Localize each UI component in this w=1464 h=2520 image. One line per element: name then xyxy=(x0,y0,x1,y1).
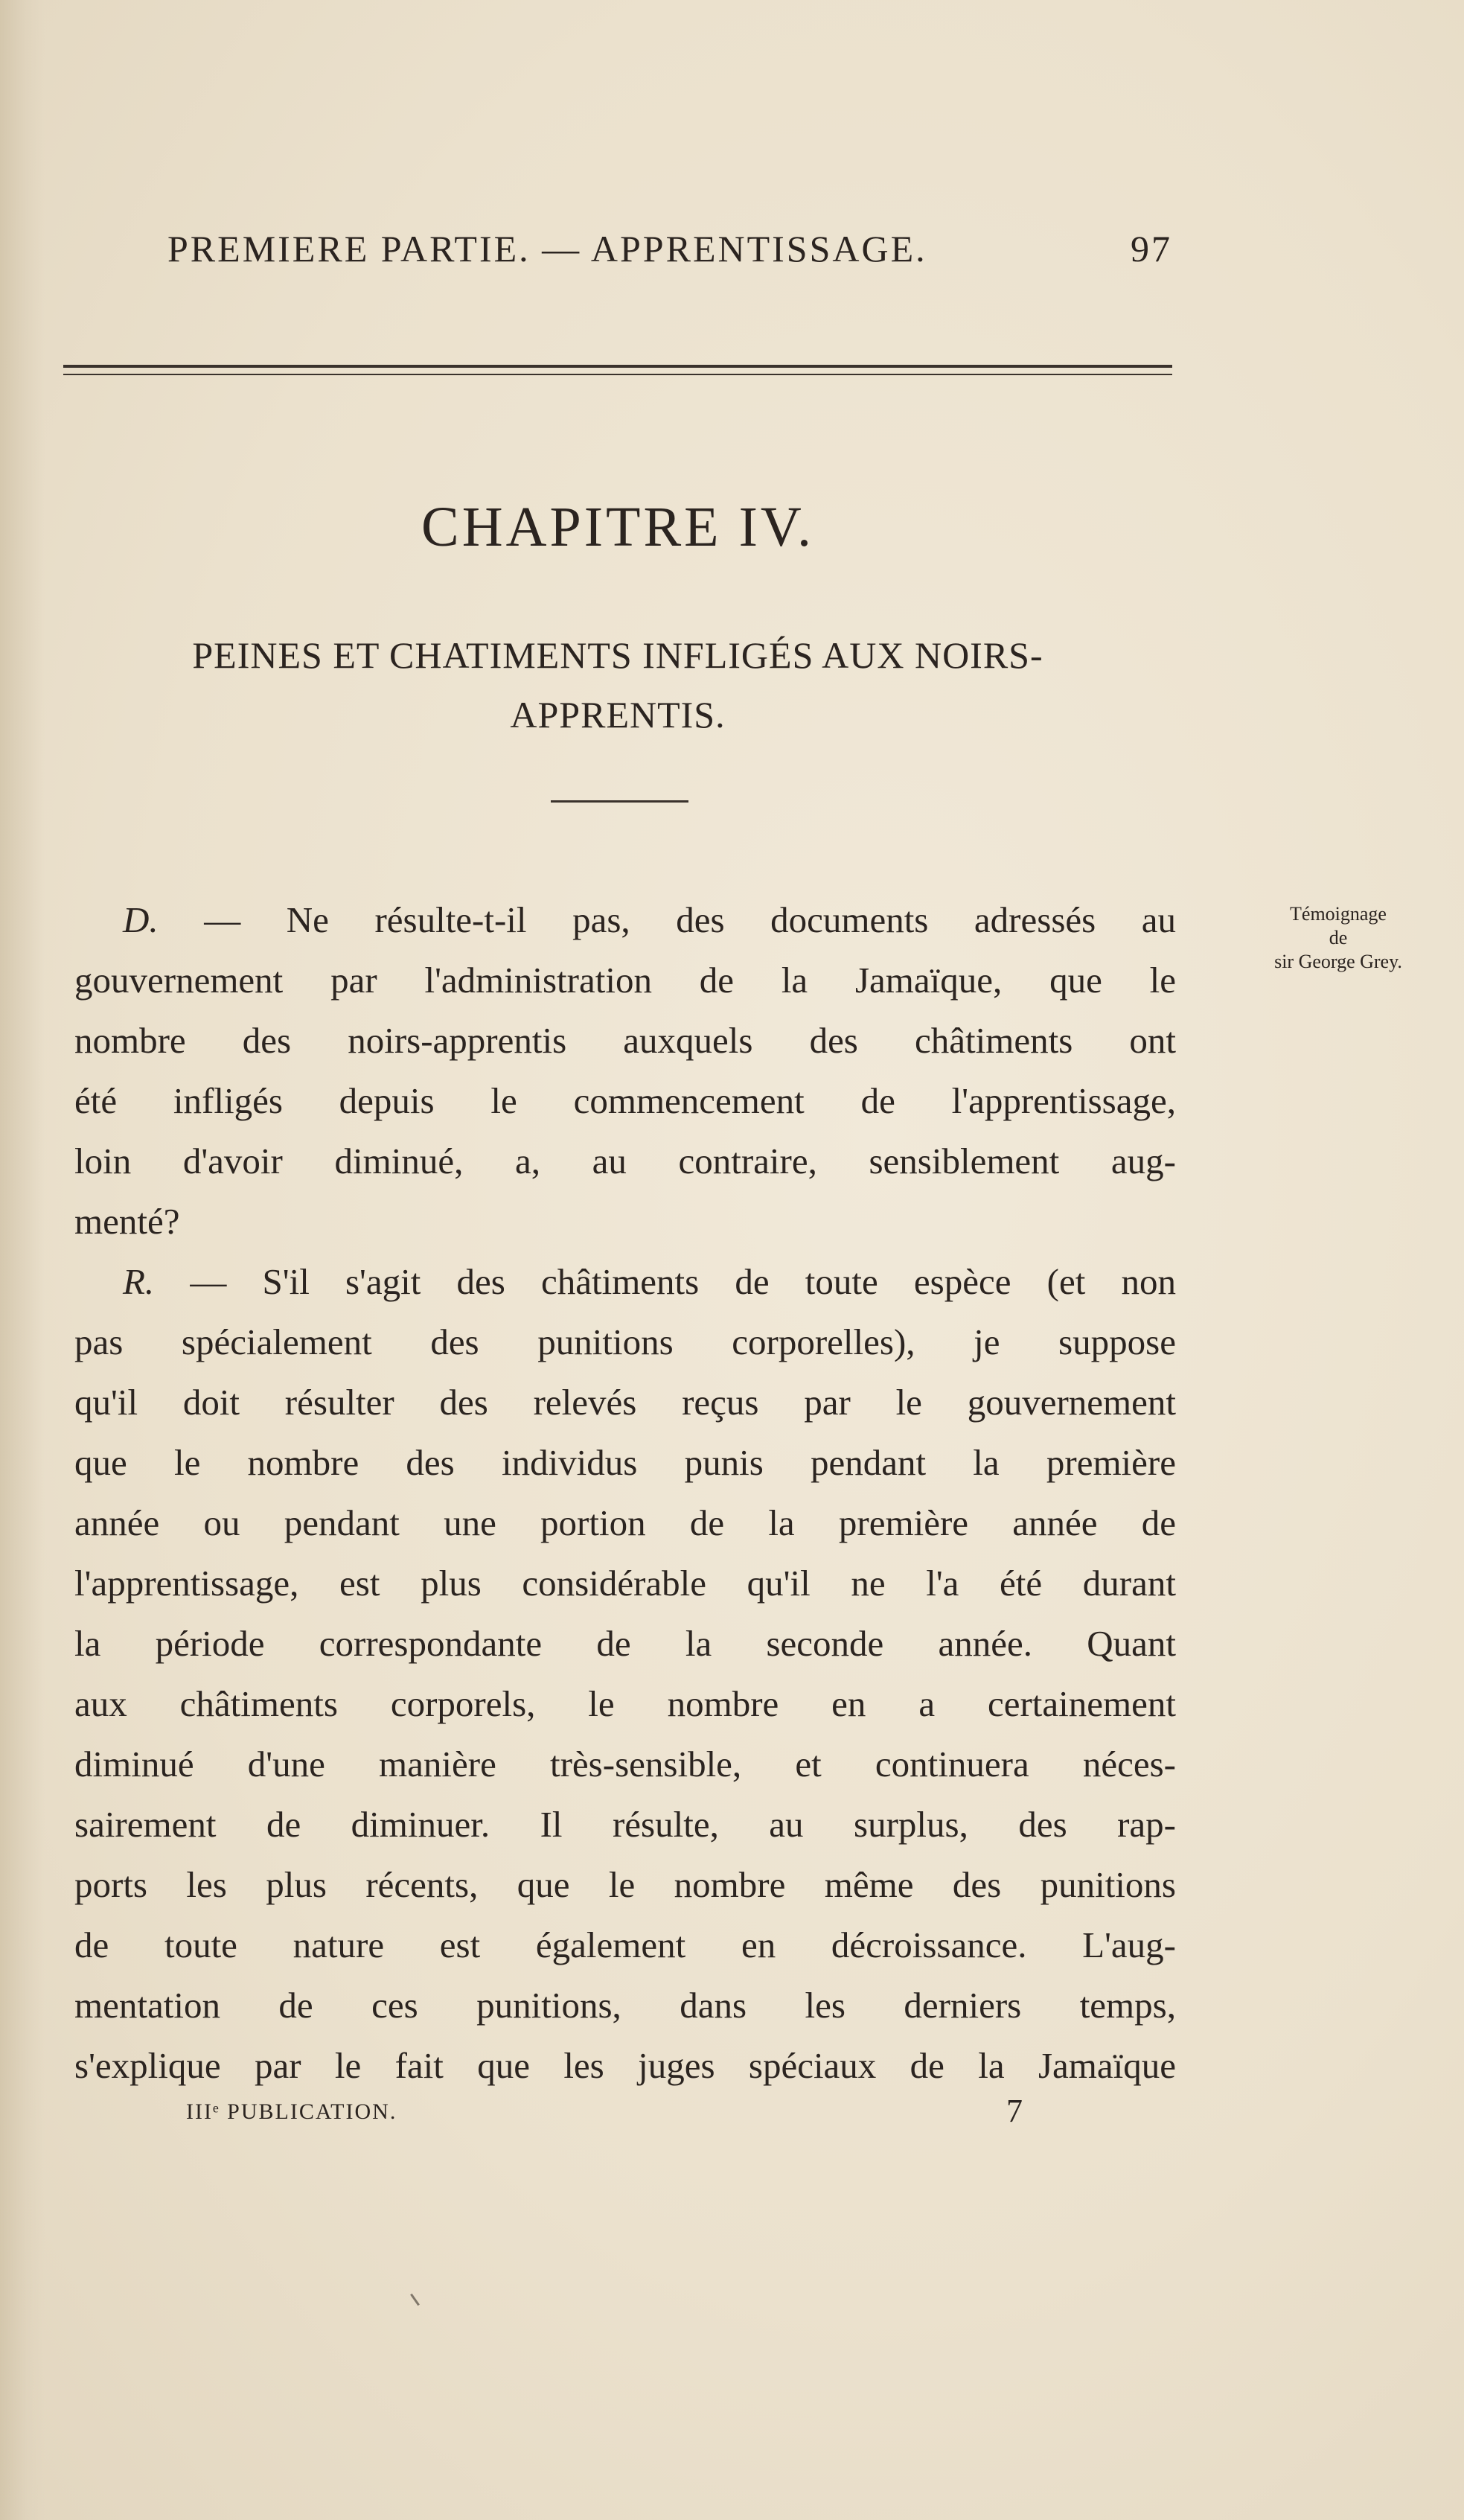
text-line-content: — Ne résulte-t-il pas, des documents adressés au xyxy=(204,899,1177,940)
margin-note-line: Témoignage xyxy=(1290,903,1387,925)
answer-marker: R. xyxy=(123,1261,155,1302)
text-line: aux châtiments corporels, le nombre en a certainement xyxy=(74,1683,1176,1724)
text-line: loin d'avoir diminué, a, au contraire, sensiblement aug- xyxy=(74,1141,1176,1181)
text-line: que le nombre des individus punis pendant la première xyxy=(74,1442,1176,1483)
section-divider xyxy=(551,800,688,803)
chapter-subtitle-line: APPRENTIS. xyxy=(510,694,726,736)
text-line: gouvernement par l'administration de la Jamaïque, que le xyxy=(74,960,1176,1001)
text-line: de toute nature est également en décroissance. L'aug- xyxy=(74,1924,1176,1965)
chapter-subtitle xyxy=(112,625,1124,744)
text-line xyxy=(74,1251,1176,1312)
text-line: s'explique par le fait que les juges spéciaux de la Jamaïque xyxy=(74,2045,1176,2086)
margin-note-line: de xyxy=(1329,927,1348,948)
text-line: année ou pendant une portion de la première année de xyxy=(74,1502,1176,1543)
page-number: 97 xyxy=(1131,228,1172,269)
text-line: menté? xyxy=(74,1201,180,1242)
margin-note-line: sir George Grey. xyxy=(1274,951,1402,972)
chapter-title: CHAPITRE IV. xyxy=(421,496,814,558)
text-line: ports les plus récents, que le nombre même des punitions xyxy=(74,1864,1176,1905)
chapter-subtitle-line: PEINES ET CHATIMENTS INFLIGÉS AUX NOIRS- xyxy=(192,634,1043,676)
page-edge-shadow xyxy=(0,0,45,2520)
running-header xyxy=(167,227,1172,270)
text-line: l'apprentissage, est plus considérable qu'il ne l'a été durant xyxy=(74,1563,1176,1604)
text-line: nombre des noirs-apprentis auxquels des châtiments ont xyxy=(74,1020,1176,1061)
text-line: mentation de ces punitions, dans les derniers temps, xyxy=(74,1985,1176,2026)
running-title: PREMIERE PARTIE. — APPRENTISSAGE. xyxy=(167,228,927,269)
margin-note xyxy=(1219,902,1457,974)
text-line: la période correspondante de la seconde année. Quant xyxy=(74,1623,1176,1664)
text-line: été infligés depuis le commencement de l'apprentissage, xyxy=(74,1080,1176,1121)
question-marker: D. xyxy=(123,899,159,940)
signature-number: 7 xyxy=(1006,2093,1023,2129)
text-line-content: — S'il s'agit des châtiments de toute espèce (et non xyxy=(190,1261,1176,1302)
text-line: diminué d'une manière très-sensible, et continuera néces- xyxy=(74,1744,1176,1784)
text-line: qu'il doit résulter des relevés reçus par le gouvernement xyxy=(74,1382,1176,1423)
text-line: pas spécialement des punitions corporelles), je suppose xyxy=(74,1321,1176,1362)
header-rule-thick xyxy=(63,365,1172,368)
stray-ink-mark xyxy=(410,2294,420,2306)
signature-mark: IIIᵉ PUBLICATION. xyxy=(186,2099,397,2124)
body-text xyxy=(74,890,1176,2096)
text-line: sairement de diminuer. Il résulte, au surplus, des rap- xyxy=(74,1804,1176,1845)
text-line xyxy=(74,890,1176,950)
header-rule-thin xyxy=(63,374,1172,375)
